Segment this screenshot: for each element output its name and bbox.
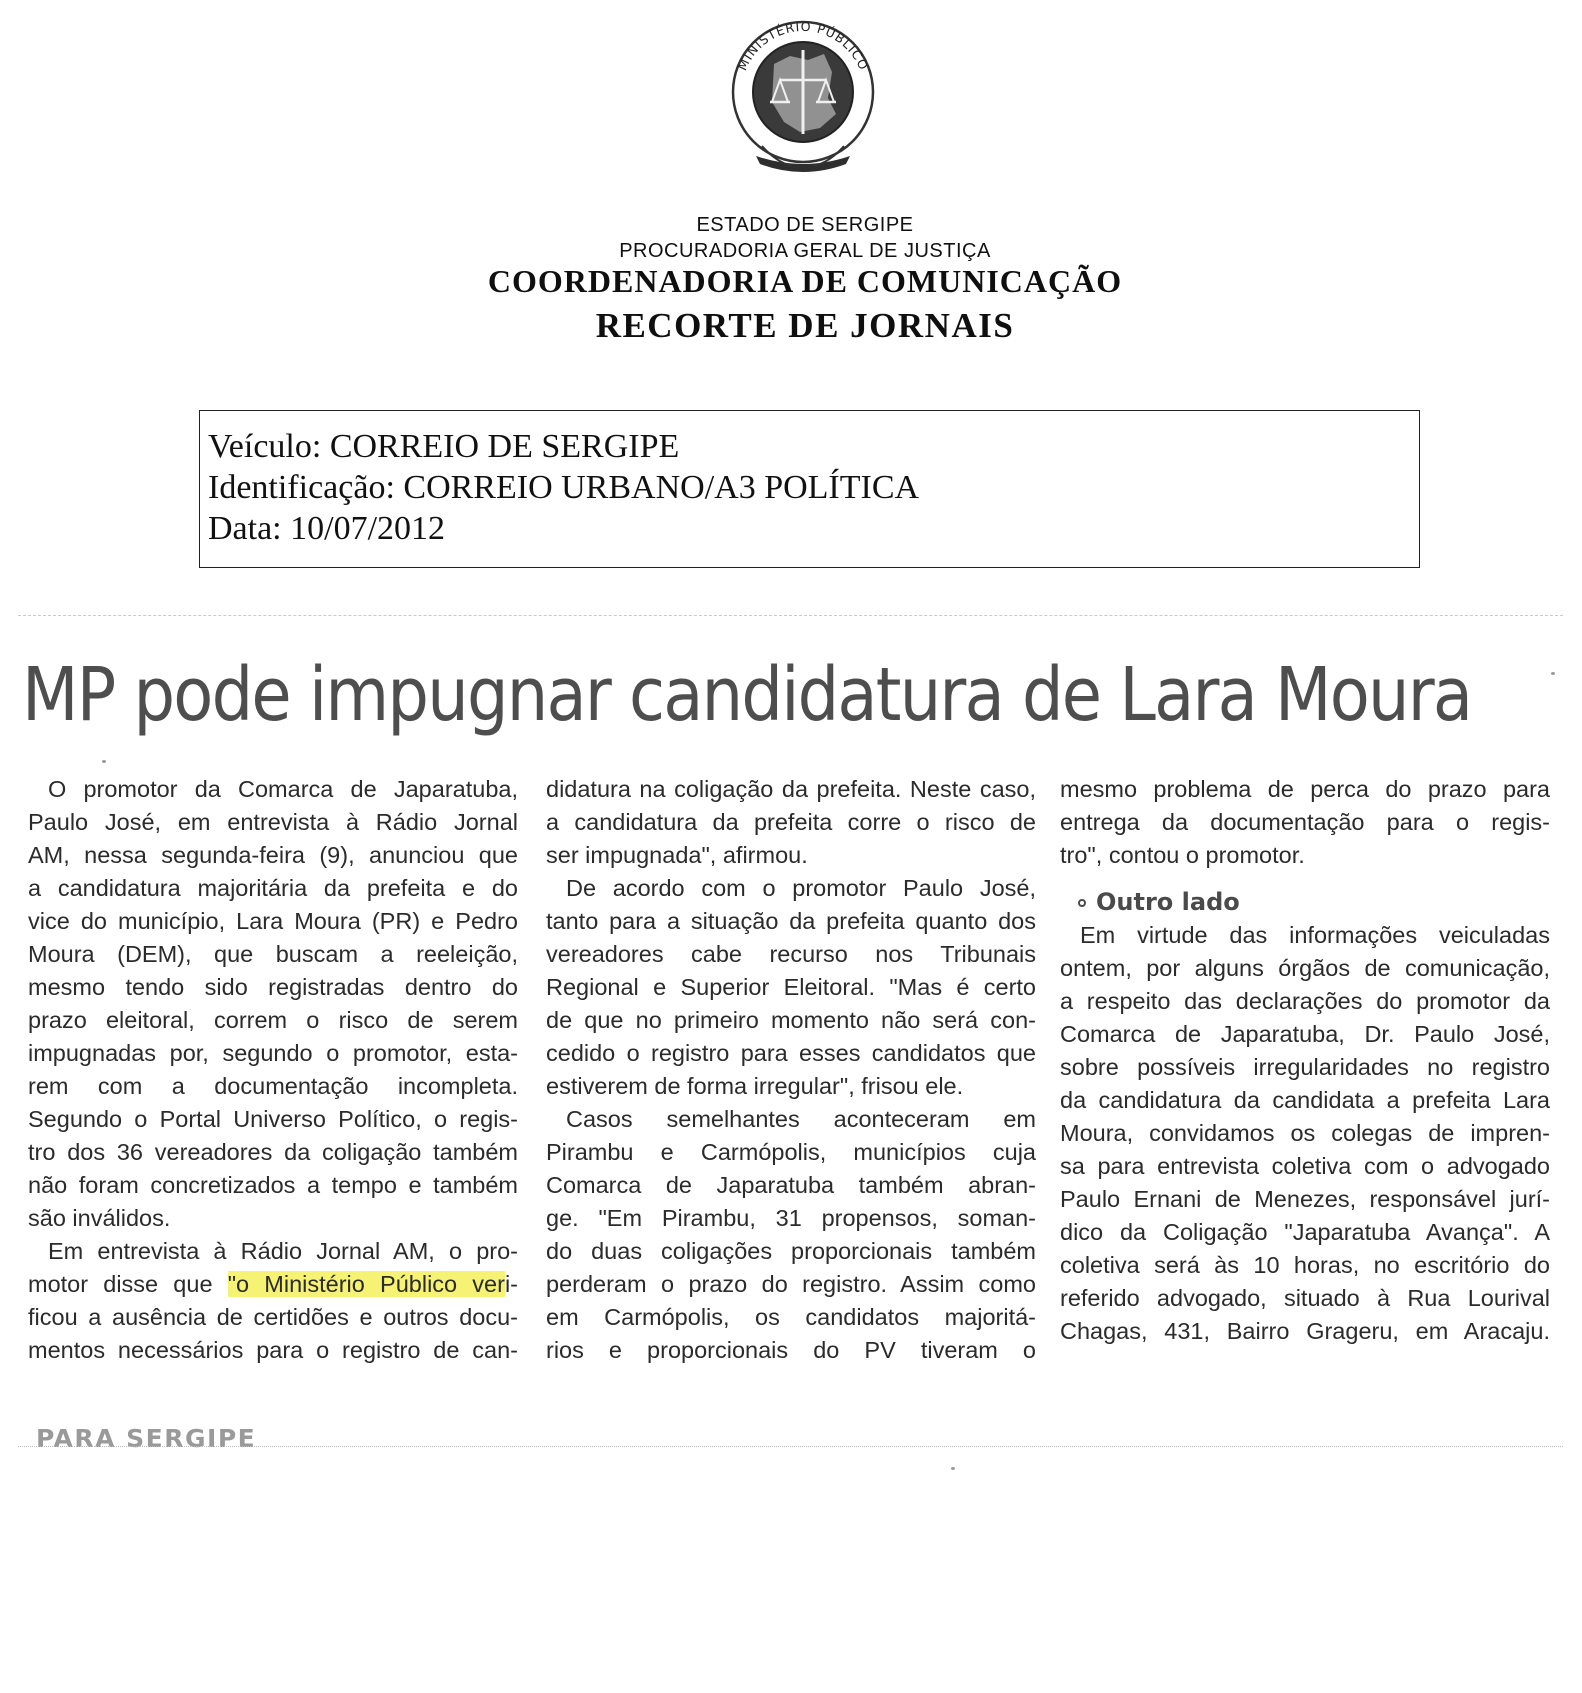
- text-fragment: motor disse que: [28, 1271, 228, 1297]
- text-line: Paulo José, em entrevista à Rádio Jornal: [28, 809, 518, 835]
- article-column-1: [28, 773, 518, 1367]
- scan-speck: [1551, 672, 1555, 675]
- text-line: ser impugnada", afirmou.: [546, 842, 808, 868]
- department-heading: COORDENADORIA DE COMUNICAÇÃO: [487, 263, 1123, 299]
- ministerio-publico-seal: [728, 6, 878, 182]
- text-line: rem com a documentação incompleta.: [28, 1073, 518, 1099]
- text-line: vereadores cabe recurso nos Tribunais: [546, 941, 1036, 967]
- date-value: 10/07/2012: [290, 510, 446, 547]
- subheading: [1060, 886, 1550, 919]
- text-line: a candidatura da prefeita corre o risco de: [546, 809, 1036, 835]
- text-line: mesmo problema de perca do prazo para: [1060, 776, 1550, 802]
- office-heading: PROCURADORIA GERAL DE JUSTIÇA: [619, 240, 991, 262]
- clipping-top-edge: [18, 615, 1563, 616]
- text-line: tanto para a situação da prefeita quanto dos: [546, 908, 1036, 934]
- scales-of-justice-seal-icon: [728, 6, 878, 182]
- text-line: de que no primeiro momento não será con-: [546, 1007, 1036, 1033]
- text-line: Chagas, 431, Bairro Grageru, em Aracaju.: [1060, 1318, 1550, 1344]
- text-line: não foram concretizados a tempo e também: [28, 1172, 518, 1198]
- text-line: Comarca de Japaratuba, Dr. Paulo José,: [1060, 1021, 1550, 1047]
- text-line: Comarca de Japaratuba também abran-: [546, 1172, 1036, 1198]
- text-line: Casos semelhantes aconteceram em: [566, 1106, 1036, 1132]
- text-line: rios e proporcionais do PV tiveram o: [546, 1337, 1036, 1363]
- bullet-icon: [1078, 899, 1086, 907]
- text-line: Pirambu e Carmópolis, municípios cuja: [546, 1139, 1036, 1165]
- text-line: didatura na coligação da prefeita. Neste caso,: [546, 776, 1036, 802]
- text-line: estiverem de forma irregular", frisou ele.: [546, 1073, 964, 1099]
- text-line: AM, nessa segunda-feira (9), anunciou que: [28, 842, 518, 868]
- vehicle-value: CORREIO DE SERGIPE: [329, 428, 680, 465]
- text-line: são inválidos.: [28, 1205, 171, 1231]
- subheading-text: Outro lado: [1096, 888, 1240, 916]
- text-line: coletiva será às 10 horas, no escritório do: [1060, 1252, 1550, 1278]
- text-line: ge. "Em Pirambu, 31 propensos, soman-: [546, 1205, 1036, 1231]
- seal-text: MINISTÉRIO PÚBLICO: [734, 18, 872, 73]
- article-column-2: [546, 773, 1036, 1367]
- text-line: mesmo tendo sido registradas dentro do: [28, 974, 518, 1000]
- highlighted-text-line: [28, 1268, 518, 1301]
- identification-value: CORREIO URBANO/A3 POLÍTICA: [403, 469, 920, 506]
- text-line: ficou a ausência de certidões e outros docu-: [28, 1304, 518, 1330]
- text-line: sobre possíveis irregularidades no registro: [1060, 1054, 1550, 1080]
- text-line: ontem, por alguns órgãos de comunicação,: [1060, 955, 1550, 981]
- text-line: a respeito das declarações do promotor da: [1060, 988, 1550, 1014]
- clipping-bottom-edge: [18, 1446, 1563, 1447]
- vehicle-line: [208, 426, 1419, 467]
- text-line: mentos necessários para o registro de can-: [28, 1337, 518, 1363]
- text-line: dico da Coligação "Japaratuba Avança". A: [1060, 1219, 1550, 1245]
- article-headline: MP pode impugnar candidatura de Lara Moura: [22, 652, 1472, 738]
- text-line: a candidatura majoritária da prefeita e do: [28, 875, 518, 901]
- text-line: sa para entrevista coletiva com o advogado: [1060, 1153, 1550, 1179]
- article-column-3: [1060, 773, 1550, 1348]
- text-line: O promotor da Comarca de Japaratuba,: [48, 776, 518, 802]
- text-line: da candidatura da candidata a prefeita Lara: [1060, 1087, 1550, 1113]
- text-line: cedido o registro para esses candidatos que: [546, 1040, 1036, 1066]
- text-line: Em virtude das informações veiculadas: [1080, 922, 1550, 948]
- text-line: Moura, convidamos os colegas de impren-: [1060, 1120, 1550, 1146]
- scan-speck: [102, 760, 106, 763]
- text-line: perderam o prazo do registro. Assim como: [546, 1271, 1036, 1297]
- text-line: Em entrevista à Rádio Jornal AM, o pro-: [48, 1238, 518, 1264]
- identification-label: Identificação:: [208, 469, 395, 506]
- text-line: tro", contou o promotor.: [1060, 842, 1305, 868]
- text-line: Moura (DEM), que buscam a reeleição,: [28, 941, 518, 967]
- vehicle-label: Veículo:: [208, 428, 322, 465]
- text-line: prazo eleitoral, correm o risco de serem: [28, 1007, 518, 1033]
- text-line: impugnadas por, segundo o promotor, esta-: [28, 1040, 518, 1066]
- clipping-metadata-box: [199, 410, 1420, 568]
- date-line: [208, 508, 1419, 549]
- scan-speck: [951, 1467, 955, 1470]
- text-line: vice do município, Lara Moura (PR) e Pedro: [28, 908, 518, 934]
- state-heading: ESTADO DE SERGIPE: [696, 214, 914, 236]
- text-line: Segundo o Portal Universo Político, o regis-: [28, 1106, 518, 1132]
- text-line: Regional e Superior Eleitoral. "Mas é certo: [546, 974, 1036, 1000]
- identification-line: [208, 467, 1419, 508]
- text-line: tro dos 36 vereadores da coligação também: [28, 1139, 518, 1165]
- text-line: entrega da documentação para o regis-: [1060, 809, 1550, 835]
- text-line: De acordo com o promotor Paulo José,: [566, 875, 1036, 901]
- text-line: Paulo Ernani de Menezes, responsável jurí-: [1060, 1186, 1550, 1212]
- text-line: referido advogado, situado à Rua Lourival: [1060, 1285, 1550, 1311]
- section-heading: RECORTE DE JORNAIS: [595, 306, 1015, 345]
- date-label: Data:: [208, 510, 282, 547]
- text-line: do duas coligações proporcionais também: [546, 1238, 1036, 1264]
- text-line: em Carmópolis, os candidatos majoritá-: [546, 1304, 1036, 1330]
- newspaper-footer-tag: PARA SERGIPE: [36, 1424, 257, 1453]
- text-fragment: i-: [504, 1271, 518, 1297]
- highlighted-quote: "o Ministério Público ver: [227, 1271, 505, 1297]
